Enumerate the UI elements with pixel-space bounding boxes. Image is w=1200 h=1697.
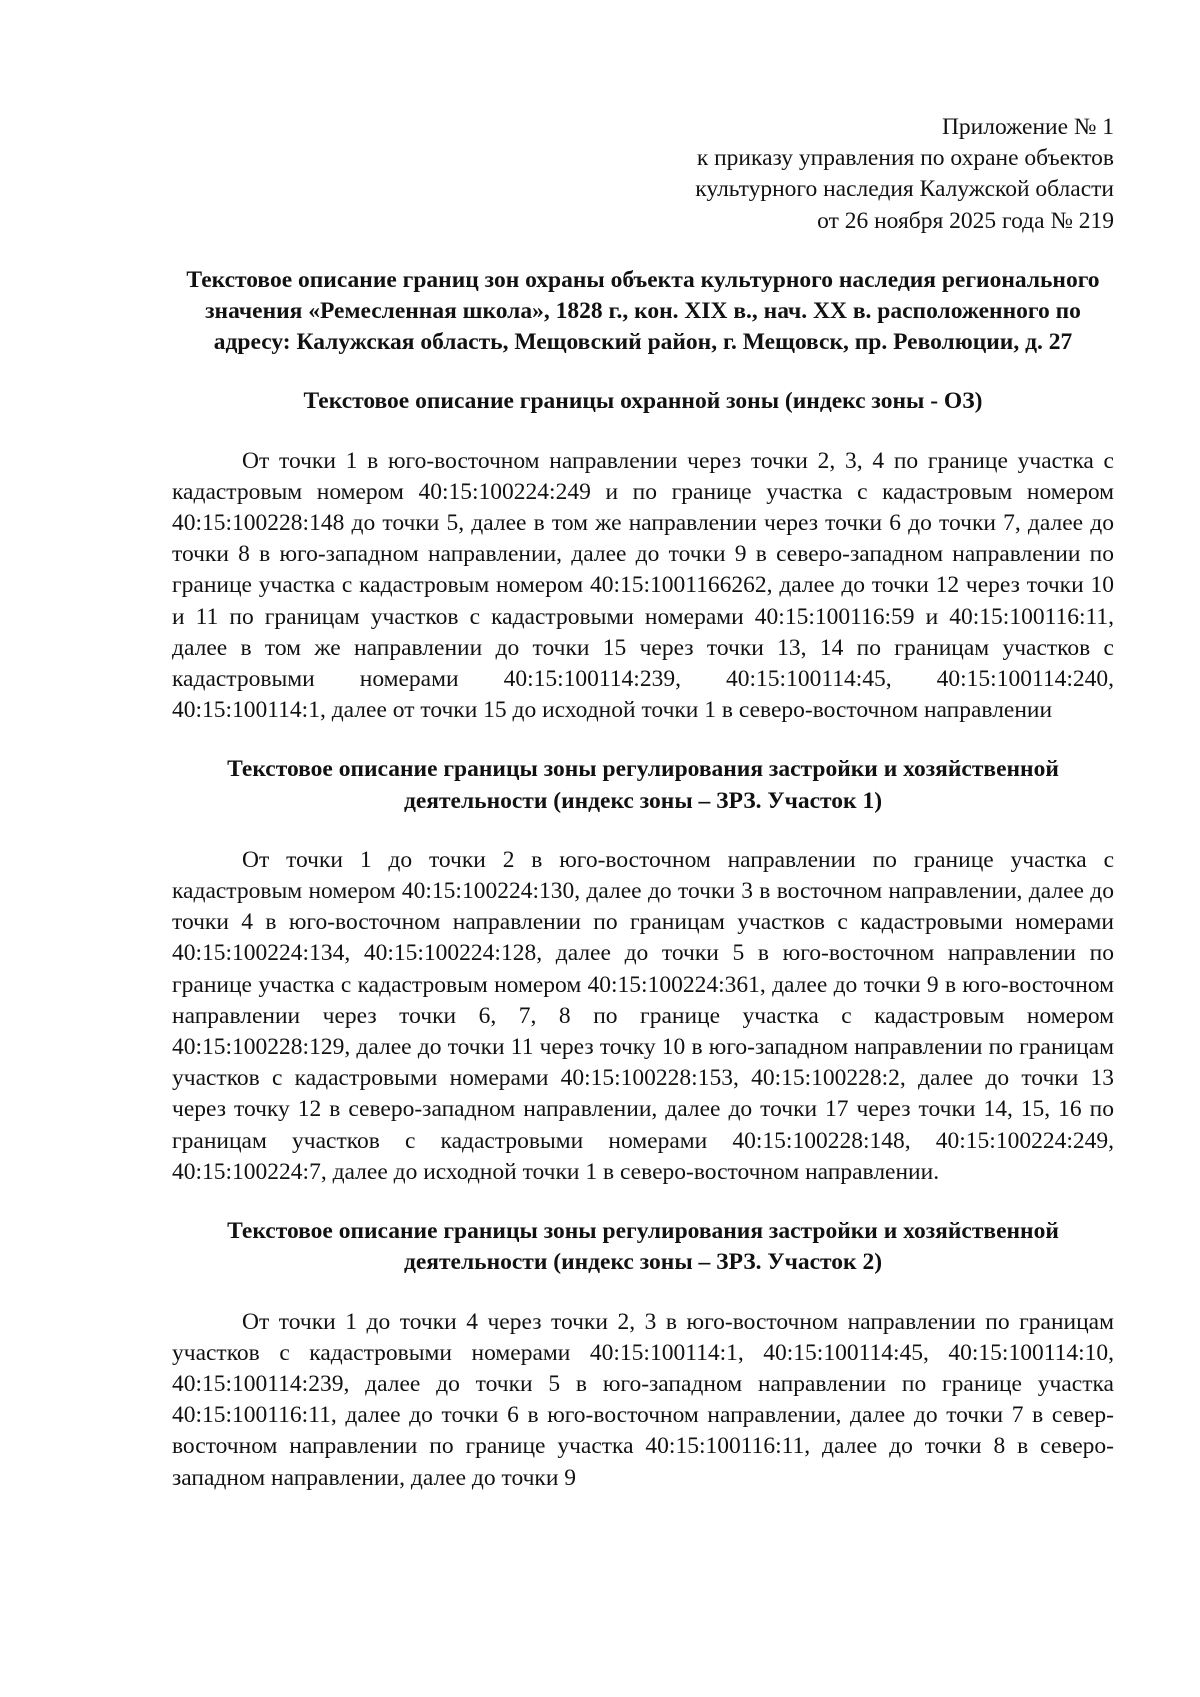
section-text-zrz-2: От точки 1 до точки 4 через точки 2, 3 в юго-восточном направлении по границам участков с кадастровыми номерами 40:15:100114:1, 40:15:100114:45, 40:15:100114:10, 40:15:100114:239, далее до точки 5 в юго-западном направлении по границе участка 40:15:100116:11, далее до точки 6 в юго-восточном направлении, далее до точки 7 в север-восточном направлении по границе участка 40:15:100116:11, далее до точки 8 в северо-западном направлении, далее до точки 9 bbox=[172, 1308, 1114, 1491]
section-heading-zrz-1: Текстовое описание границы зоны регулирования застройки и хозяйственной деятельности (индекс зоны – ЗРЗ. Участок 1) bbox=[227, 756, 1059, 814]
document-title: Текстовое описание границ зон охраны объекта культурного наследия регионального значения «Ремесленная школа», 1828 г., кон. XIX в., нач. XX в. расположенного по адресу: Калужская область, Мещовский район, г. Мещовск, пр. Революции, д. 27 bbox=[186, 266, 1100, 356]
appendix-authority-line: культурного наследия Калужской области bbox=[695, 176, 1114, 203]
section-heading-zrz-2: Текстовое описание границы зоны регулирования застройки и хозяйственной деятельности (индекс зоны – ЗРЗ. Участок 2) bbox=[227, 1218, 1059, 1276]
appendix-date-line: от 26 ноября 2025 года № 219 bbox=[817, 207, 1114, 234]
section-heading-oz: Текстовое описание границы охранной зоны (индекс зоны - ОЗ) bbox=[303, 388, 983, 415]
section-text-zrz-1: От точки 1 до точки 2 в юго-восточном направлении по границе участка с кадастровым номером 40:15:100224:130, далее до точки 3 в восточном направлении, далее до точки 4 в юго-восточном направлении по границам участков с кадастровыми номерами 40:15:100224:134, 40:15:100224:128, далее до точки 5 в юго-восточном направлении по границе участка с кадастровым номером 40:15:100224:361, далее до точки 9 в юго-восточном направлении через точки 6, 7, 8 по границе участка с кадастровым номером 40:15:100228:129, далее до точки 11 через точку 10 в юго-западном направлении по границам участков с кадастровыми номерами 40:15:100228:153, 40:15:100228:2, далее до точки 13 через точку 12 в северо-западном направлении, далее до точки 17 через точки 14, 15, 16 по границам участков с кадастровыми номерами 40:15:100228:148, 40:15:100224:249, 40:15:100224:7, далее до исходной точки 1 в северо-восточном направлении. bbox=[172, 846, 1114, 1185]
section-text-oz: От точки 1 в юго-восточном направлении через точки 2, 3, 4 по границе участка с кадастровым номером 40:15:100224:249 и по границе участка с кадастровым номером 40:15:100228:148 до точки 5, далее в том же направлении через точки 6 до точки 7, далее до точки 8 в юго-западном направлении, далее до точки 9 в северо-западном направлении по границе участка с кадастровым номером 40:15:1001166262, далее до точки 12 через точки 10 и 11 по границам участков с кадастровыми номерами 40:15:100116:59 и 40:15:100116:11, далее в том же направлении до точки 15 через точки 13, 14 по границам участков с кадастровыми номерами 40:15:100114:239, 40:15:100114:45, 40:15:100114:240, 40:15:100114:1, далее от точки 15 до исходной точки 1 в северо-восточном направлении bbox=[172, 447, 1114, 724]
appendix-block bbox=[172, 112, 1114, 237]
appendix-number: Приложение № 1 bbox=[941, 114, 1114, 140]
appendix-order-line: к приказу управления по охране объектов bbox=[696, 145, 1114, 172]
document-page bbox=[172, 112, 1114, 1494]
